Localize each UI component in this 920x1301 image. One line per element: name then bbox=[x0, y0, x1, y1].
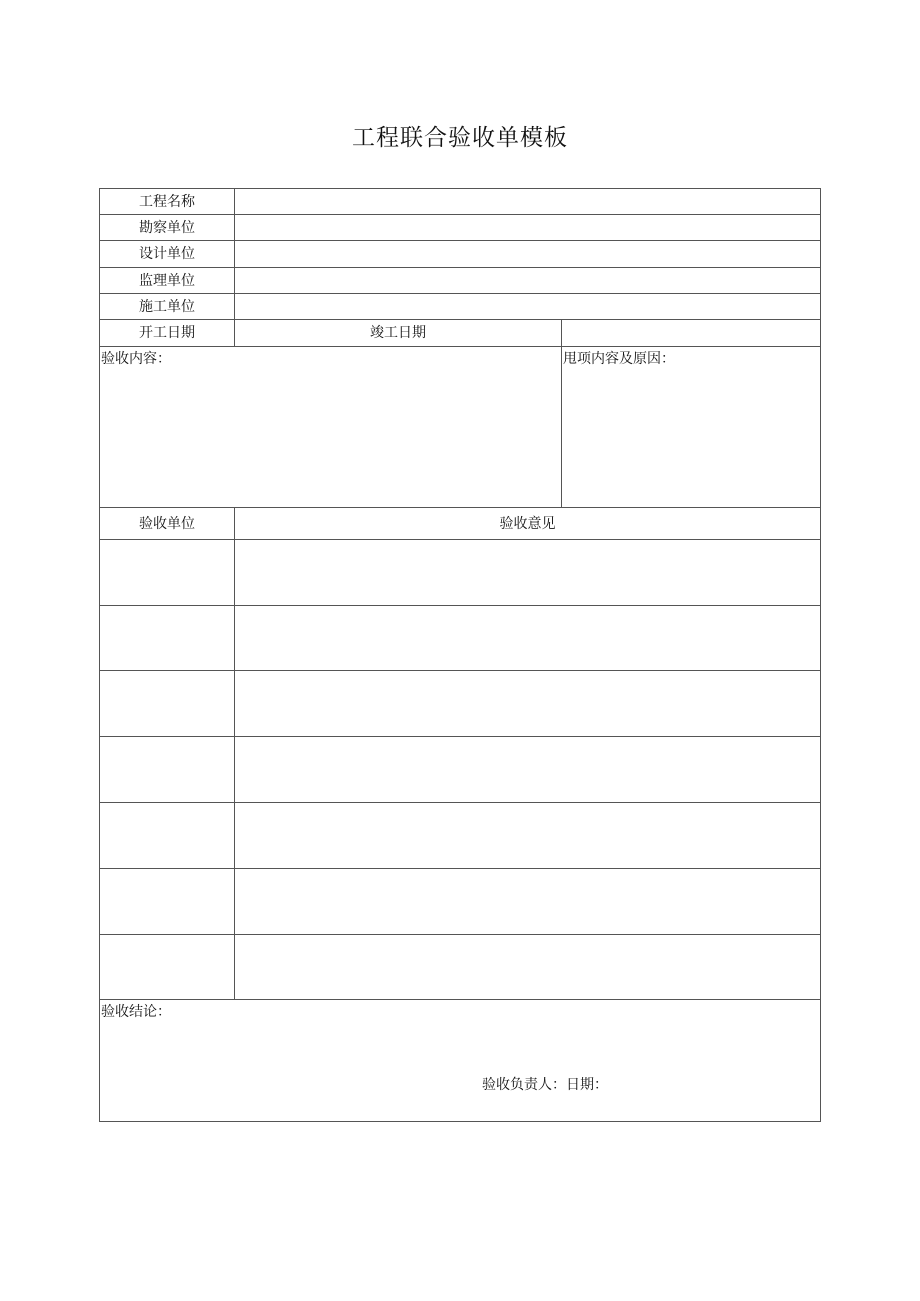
unit-cell[interactable] bbox=[100, 606, 235, 671]
opinion-cell[interactable] bbox=[235, 606, 820, 671]
project-name-field[interactable] bbox=[235, 189, 820, 215]
conclusion-box[interactable] bbox=[100, 1000, 820, 1121]
acceptance-content-label: 验收内容： bbox=[101, 351, 171, 367]
opinion-header: 验收意见 bbox=[235, 508, 820, 540]
acceptance-form bbox=[99, 188, 821, 1122]
conclusion-label: 验收结论： bbox=[101, 1004, 171, 1020]
remaining-items-box[interactable] bbox=[562, 347, 820, 508]
project-name-label: 工程名称 bbox=[100, 189, 235, 215]
opinion-cell[interactable] bbox=[235, 540, 820, 606]
page-title: 工程联合验收单模板 bbox=[352, 125, 568, 151]
remaining-items-label: 甩项内容及原因： bbox=[563, 351, 675, 367]
design-unit-field[interactable] bbox=[235, 241, 820, 268]
design-unit-label: 设计单位 bbox=[100, 241, 235, 268]
start-date-label: 开工日期 bbox=[100, 320, 235, 347]
unit-cell[interactable] bbox=[100, 803, 235, 869]
acceptance-content-box[interactable] bbox=[100, 347, 562, 508]
supervision-unit-field[interactable] bbox=[235, 268, 820, 294]
signature-line: 验收负责人：日期： bbox=[482, 1077, 608, 1093]
unit-cell[interactable] bbox=[100, 540, 235, 606]
unit-cell[interactable] bbox=[100, 869, 235, 935]
construction-unit-label: 施工单位 bbox=[100, 294, 235, 320]
unit-cell[interactable] bbox=[100, 671, 235, 737]
opinion-cell[interactable] bbox=[235, 869, 820, 935]
unit-header: 验收单位 bbox=[100, 508, 235, 540]
opinion-cell[interactable] bbox=[235, 803, 820, 869]
unit-cell[interactable] bbox=[100, 935, 235, 1000]
survey-unit-label: 勘察单位 bbox=[100, 215, 235, 241]
opinion-cell[interactable] bbox=[235, 737, 820, 803]
construction-unit-field[interactable] bbox=[235, 294, 820, 320]
survey-unit-field[interactable] bbox=[235, 215, 820, 241]
opinion-cell[interactable] bbox=[235, 935, 820, 1000]
unit-cell[interactable] bbox=[100, 737, 235, 803]
end-date-field[interactable] bbox=[562, 320, 820, 347]
supervision-unit-label: 监理单位 bbox=[100, 268, 235, 294]
end-date-label: 竣工日期 bbox=[235, 320, 562, 347]
opinion-cell[interactable] bbox=[235, 671, 820, 737]
